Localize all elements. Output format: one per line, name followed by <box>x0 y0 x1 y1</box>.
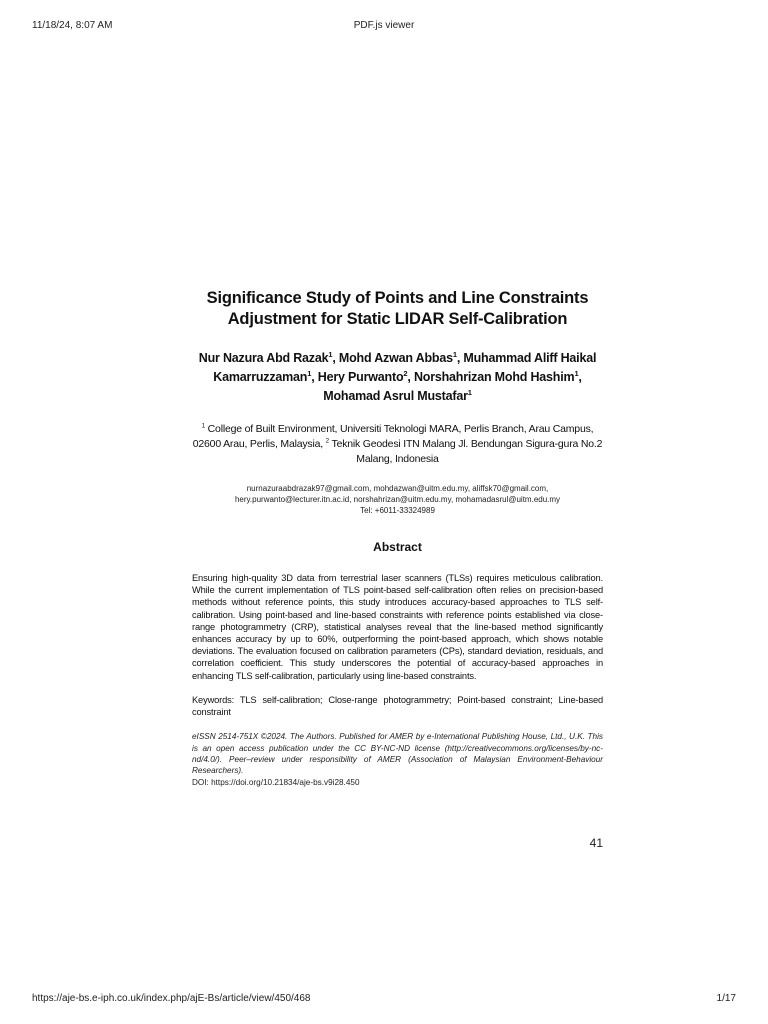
page-number: 41 <box>589 836 603 850</box>
affiliation-2-mark: 2 <box>325 437 329 445</box>
page-url: https://aje-bs.e-iph.co.uk/index.php/ajE-Bs/article/view/450/468 <box>32 993 311 1004</box>
doi: DOI: https://doi.org/10.21834/aje-bs.v9i28.450 <box>192 777 360 787</box>
contact-info <box>192 483 603 516</box>
author-affiliation-mark: 1 <box>307 368 312 378</box>
author-name: Muhammad Aliff Haikal Kamarruzzaman <box>213 351 597 384</box>
author-affiliation-mark: 2 <box>403 368 408 378</box>
author-separator: , <box>311 370 318 384</box>
author-list <box>192 349 603 406</box>
print-header <box>32 20 736 34</box>
abstract-heading: Abstract <box>373 540 422 554</box>
paper-page <box>192 288 603 788</box>
author-separator: , <box>456 351 464 365</box>
author-separator: , <box>332 351 339 365</box>
author-separator: , <box>407 370 414 384</box>
abstract-body: Ensuring high-quality 3D data from terrestrial laser scanners (TLSs) requires meticulous calibration. While the current implementation of TLS point-based self-calibration often relies on precision-based methods without reference points, this study introduces accuracy-based approaches to TLS self-calibration. Using point-based and line-based constraints with reference points established via close-range photogrammetry (CRP), statistical analyses reveal that the line-based method significantly enhances accuracy by up to 60%, outperforming the point-based approach, which shows notable deviations. The evaluation focused on calibration parameters (CPs), standard deviation, residuals, and correlation coefficient. This study underscores the potential of accuracy-based approaches in enhancing TLS self-calibration, particularly using line-based constraints. <box>192 573 603 681</box>
author-affiliation-mark: 1 <box>574 368 579 378</box>
affiliation-1: College of Built Environment, Universiti Teknologi MARA, Perlis Branch, Arau Campus, 02600 Arau, Perlis, Malaysia, <box>192 423 594 450</box>
affiliation-1-mark: 1 <box>201 422 205 430</box>
viewer-title: PDF.js viewer <box>353 20 415 31</box>
author-name: Norshahrizan Mohd Hashim <box>413 370 575 384</box>
paper-title <box>192 288 603 330</box>
email-list-line-1: nurnazuraabdrazak97@gmail.com, mohdazwan@uitm.edu.my, aliffsk70@gmail.com, <box>246 484 549 493</box>
print-datetime: 11/18/24, 8:07 AM <box>32 20 113 31</box>
email-list-line-2: hery.purwanto@lecturer.itn.ac.id, norshahrizan@uitm.edu.my, mohamadasrul@uitm.edu.my <box>234 495 561 504</box>
author-name: Hery Purwanto <box>317 370 404 384</box>
author-name: Mohamad Asrul Mustafar <box>323 389 468 403</box>
license-notice: eISSN 2514-751X ©2024. The Authors. Published for AMER by e-International Publishing House, Ltd., U.K. This is an open access publication under the CC BY-NC-ND license (http://creativecommons.org/licenses/by-nc-nd/4.0/). Peer–review under responsibility of AMER (Association of Malaysian Environment-Behaviour Researchers). <box>192 732 603 776</box>
author-affiliation-mark: 1 <box>452 349 457 359</box>
page-indicator: 1/17 <box>716 993 736 1004</box>
author-separator: , <box>578 370 582 384</box>
keywords: Keywords: TLS self-calibration; Close-range photogrammetry; Point-based constraint; Line-based constraint <box>192 694 603 718</box>
author-name: Mohd Azwan Abbas <box>338 351 453 365</box>
telephone: Tel: +6011-33324989 <box>360 506 435 515</box>
author-affiliation-mark: 1 <box>467 387 472 397</box>
affiliations <box>192 422 603 467</box>
paper-title-line-2: Adjustment for Static LIDAR Self-Calibration <box>227 310 568 328</box>
author-name: Nur Nazura Abd Razak <box>198 351 329 365</box>
author-affiliation-mark: 1 <box>328 349 333 359</box>
print-footer <box>32 993 736 1007</box>
paper-title-line-1: Significance Study of Points and Line Constraints <box>206 289 589 307</box>
affiliation-2: Teknik Geodesi ITN Malang Jl. Bendungan Sigura-gura No.2 Malang, Indonesia <box>331 438 603 465</box>
